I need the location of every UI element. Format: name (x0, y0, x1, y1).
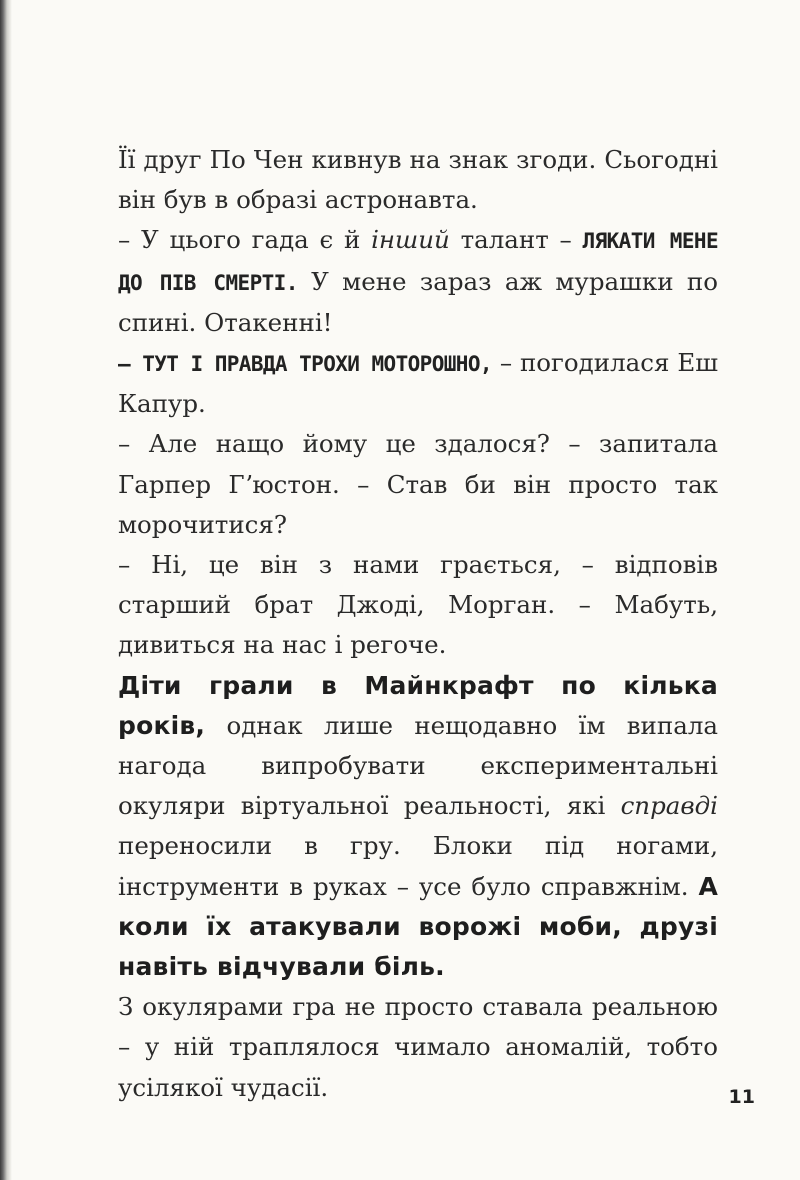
paragraph-6 (118, 666, 718, 988)
paragraph-6-text-b: однак лише нещодавно їм випала нагода випробувати експериментальні окуляри віртуальної реальності, які (118, 710, 718, 821)
paragraph-6-bold-tail: А коли їх атакували ворожі моби, друзі навіть відчували біль. (118, 871, 718, 982)
paragraph-6-italic: справді (620, 791, 718, 821)
paragraph-5-text: – Ні, це він з нами грається, – відповів старший брат Джоді, Морган. – Мабуть, дивиться на нас і регоче. (118, 550, 718, 660)
paragraph-3-pixel-text: – ТУТ І ПРАВДА ТРОХИ МОТОРОШНО, (118, 352, 492, 377)
paragraph-6-text-d: переносили в гру. Блоки під ногами, інструменти в руках – усе було справжнім. (118, 831, 718, 901)
paragraph-1-text: Її друг По Чен кивнув на знак згоди. Сьогодні він був в образі астронавта. (118, 145, 718, 215)
paragraph-3-text-b: – погодилася Еш Капур. (118, 348, 718, 419)
book-spine-edge (0, 0, 12, 1180)
paragraph-1 (118, 140, 718, 220)
paragraph-4-text: – Але нащо йому це здалося? – запитала Гарпер Гʼюстон. – Став би він просто так морочитися? (118, 429, 718, 539)
paragraph-2-italic: інший (371, 225, 450, 255)
paragraph-3 (118, 343, 718, 424)
paragraph-2-text-c: талант – (449, 225, 583, 255)
paragraph-6-bold-lead: Діти грали в Майнкрафт по кілька років, (118, 670, 718, 740)
paragraph-7 (118, 987, 718, 1108)
paragraph-2-text-e: У мене зараз аж мурашки по спині. Отакенні! (118, 266, 718, 337)
book-page-text (118, 140, 718, 1108)
paragraph-2-pixel-text: ЛЯКАТИ МЕНЕ ДО ПІВ СМЕРТІ. (118, 229, 718, 295)
paragraph-5 (118, 545, 718, 666)
paragraph-7-text: З окулярами гра не просто ставала реальною – у ній траплялося чимало аномалій, тобто усілякої чудасії. (118, 992, 718, 1102)
paragraph-2-text-a: – У цього гада є й (118, 225, 372, 255)
paragraph-4 (118, 424, 718, 545)
paragraph-2 (118, 220, 718, 343)
page-number: 11 (728, 1086, 755, 1108)
